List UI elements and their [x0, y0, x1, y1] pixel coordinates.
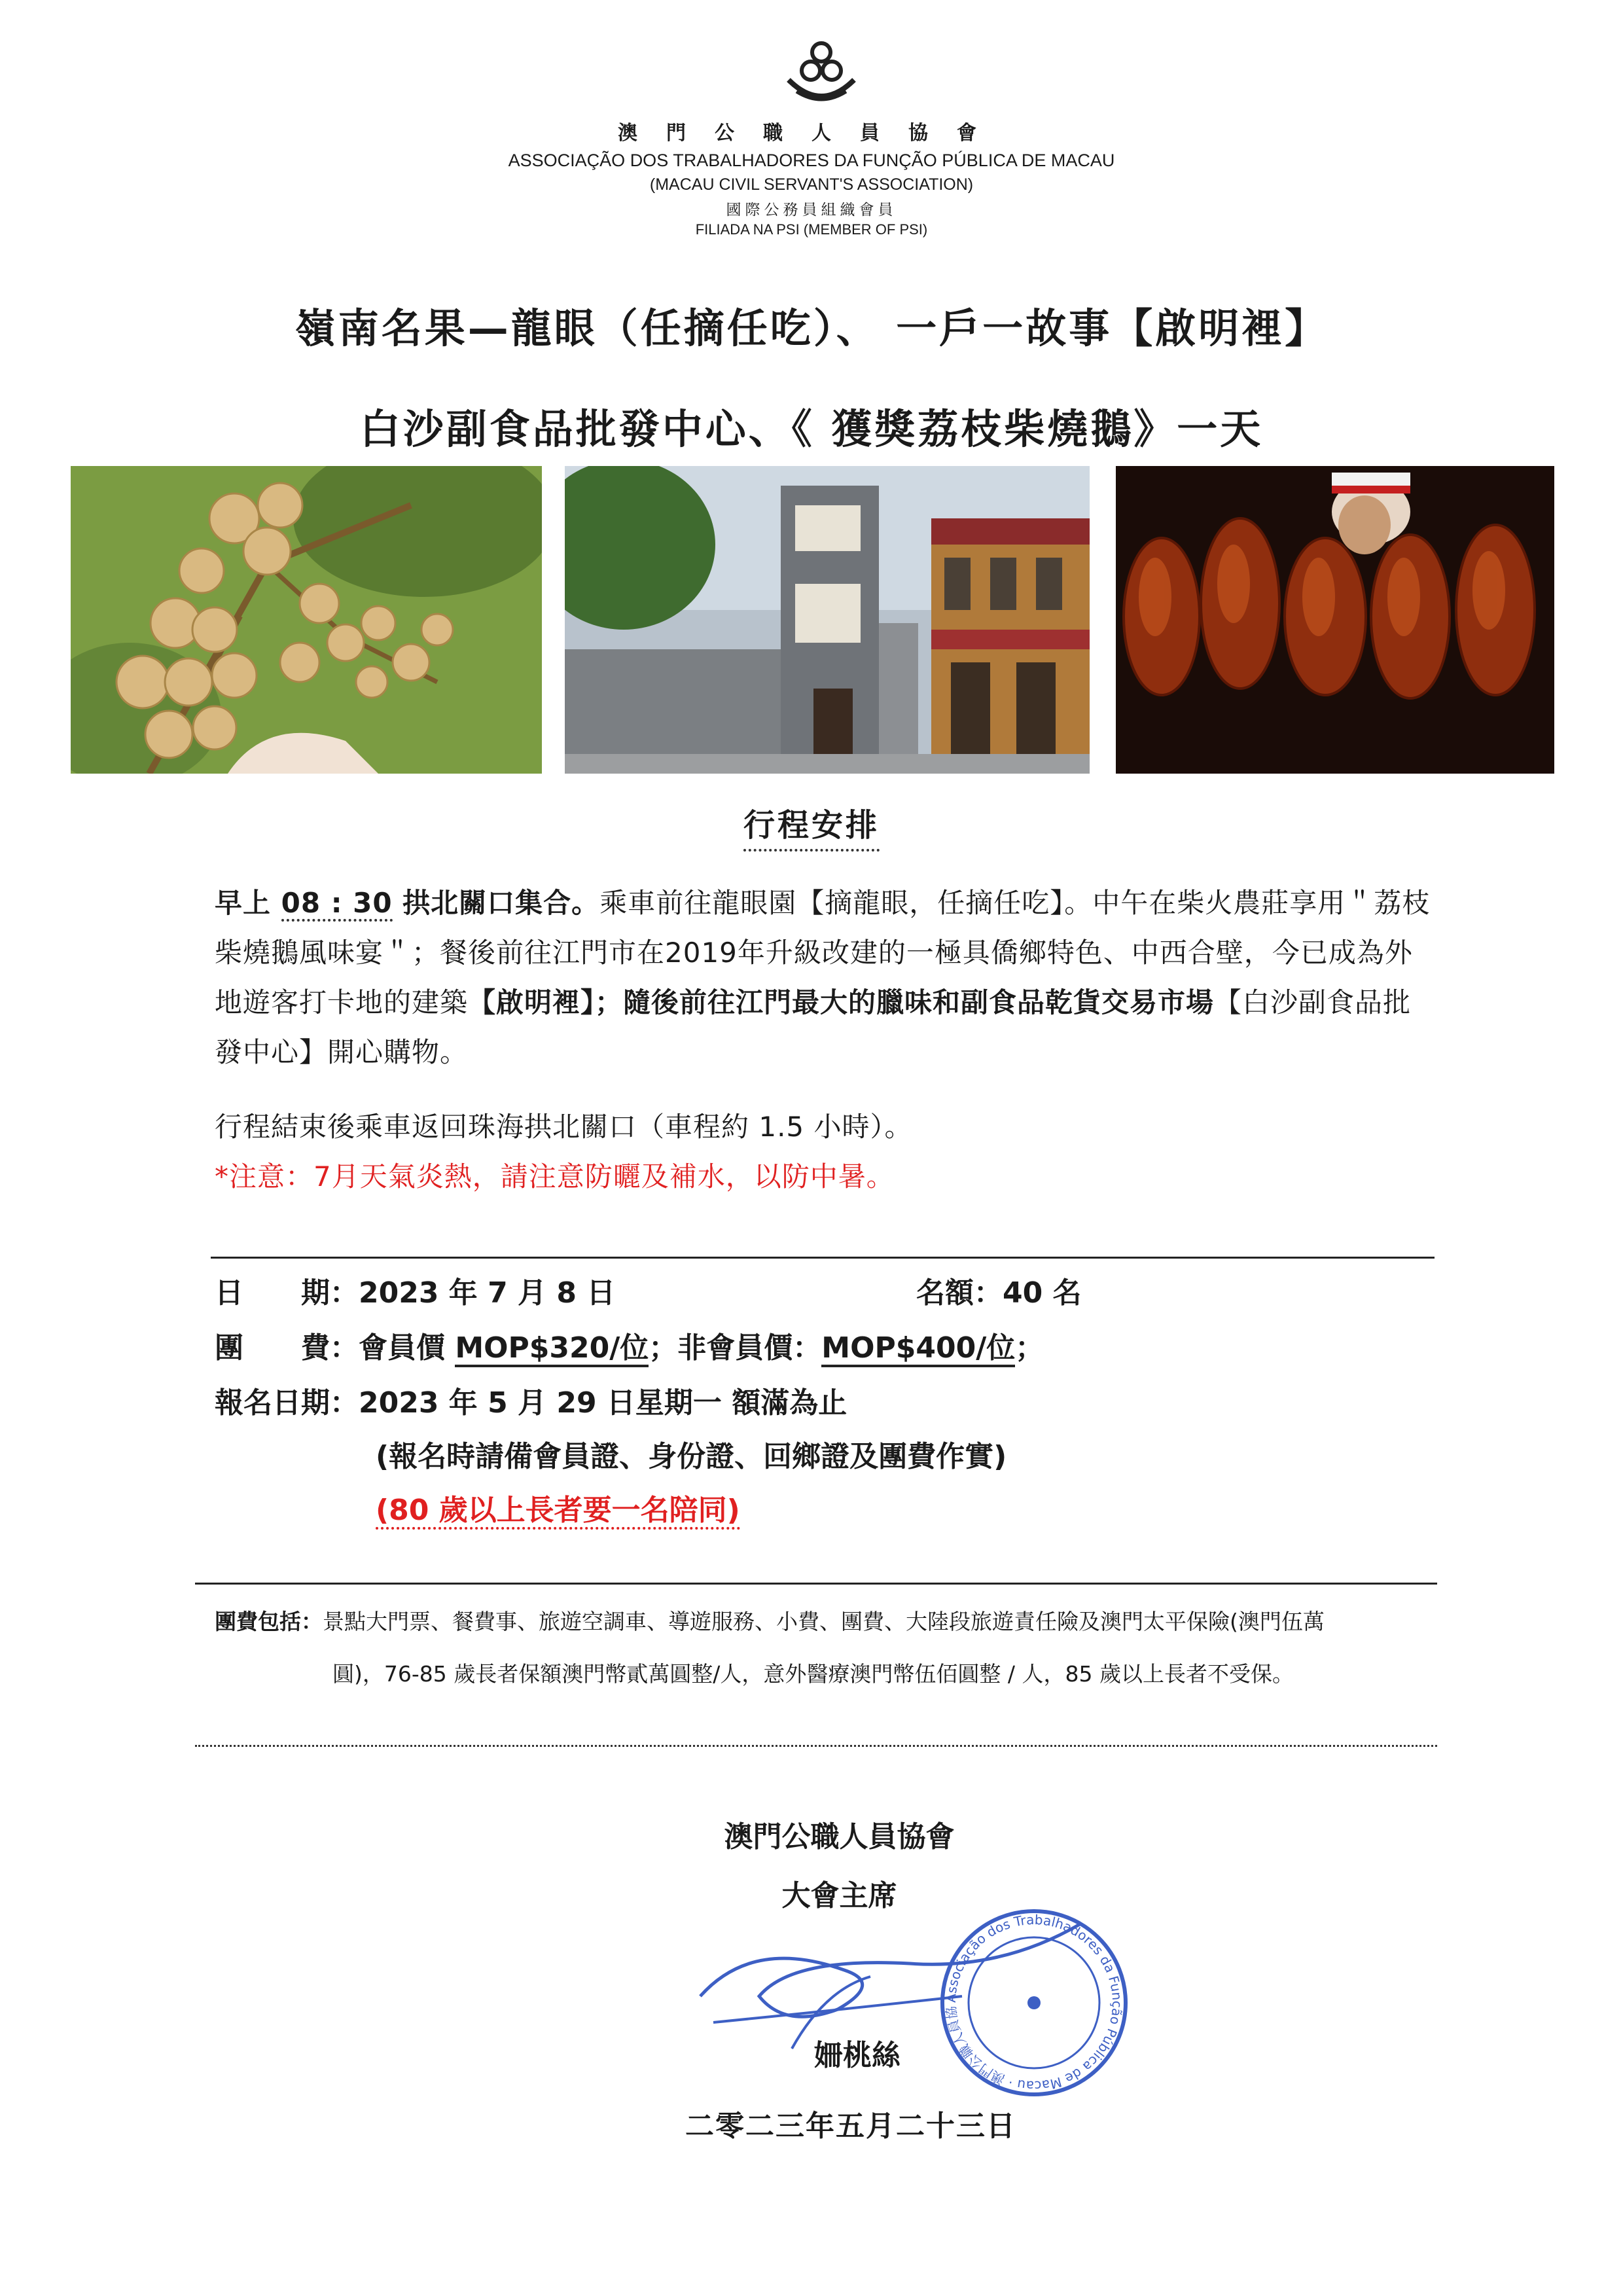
- event-date-row: 日 期：2023 年 7 月 8 日: [215, 1276, 616, 1310]
- org-name-portuguese: ASSOCIAÇÃO DOS TRABALHADORES DA FUNÇÃO PÚBLICA DE MACAU: [508, 151, 1115, 170]
- psi-member-text: FILIADA NA PSI (MEMBER OF PSI): [695, 221, 928, 238]
- elderly-companion-note: (80 歲以上長者要一名陪同): [376, 1491, 740, 1530]
- psi-member-chinese: 國際公務員組織會員: [726, 202, 897, 219]
- registration-date-row: 報名日期：2023 年 5 月 29 日星期一 額滿為止: [215, 1386, 847, 1420]
- required-documents: (報名時請備會員證、身份證、回鄉證及團費作實): [376, 1440, 1007, 1473]
- meeting-time: 08 : 30: [281, 887, 393, 922]
- org-name-chinese: 澳門公職人員協會: [618, 122, 1005, 145]
- event-title-line1: 嶺南名果—龍眼（任摘任吃）、 一戶一故事【啟明裡】: [294, 304, 1329, 352]
- divider: [211, 1257, 1435, 1259]
- org-name-english: (MACAU CIVIL SERVANT'S ASSOCIATION): [649, 175, 974, 194]
- official-stamp: [674, 1898, 1132, 2108]
- association-logo: [782, 34, 861, 113]
- itinerary-paragraph: 早上 08 : 30 拱北關口集合。乘車前往龍眼園【摘龍眼，任摘任吃】。中午在柴火農莊享用＂荔枝柴燒鵝風味宴＂；餐後前往江門市在2019年升級改建的一極具僑鄉特色、中西合壁，今已成為外地遊客打卡地的建築【啟明裡】；隨後前往江門最大的臘味和副食品乾貨交易市場【白沙副食品批發中心】開心購物。: [215, 887, 1431, 1068]
- member-price: MOP$320/位: [455, 1331, 649, 1367]
- roast-goose-photo: [1116, 466, 1554, 774]
- longan-fruit-photo: [71, 466, 542, 774]
- divider: [195, 1745, 1437, 1747]
- itinerary-heading: 行程安排: [0, 800, 1623, 845]
- heat-warning-note: *注意：7月天氣炎熱，請注意防曬及補水，以防中暑。: [215, 1160, 895, 1193]
- signer-name: 姍桃絲: [814, 2039, 901, 2072]
- fee-includes-line1: 團費包括：景點大門票、餐費事、旅遊空調車、導遊服務、小費、團費、大陸段旅遊責任險及澳門太平保險(澳門伍萬: [215, 1609, 1325, 1634]
- qimingli-building-photo: [565, 466, 1090, 774]
- svg-text:Associação dos Trabalhadores d: Associação dos Trabalhadores da Função Pública de Macau · 澳門公職人員協: [942, 1911, 1126, 2094]
- quota-row: 名額：40 名: [916, 1276, 1082, 1310]
- event-title-line2: 白沙副食品批發中心、《 獲獎荔枝柴燒鵝》一天: [359, 405, 1264, 453]
- divider: [195, 1583, 1437, 1585]
- fee-row: 團 費：會員價 MOP$320/位；非會員價：MOP$400/位；: [215, 1329, 1044, 1368]
- signature-title: 大會主席: [781, 1879, 897, 1912]
- non-member-price: MOP$400/位: [821, 1331, 1015, 1367]
- return-trip-text: 行程結束後乘車返回珠海拱北關口（車程約 1.5 小時）。: [215, 1111, 913, 1143]
- fee-includes-line2: 圓)，76-85 歲長者保額澳門幣貳萬圓整/人，意外醫療澳門幣伍佰圓整 / 人，85 歲以上長者不受保。: [332, 1661, 1294, 1687]
- signature-org: 澳門公職人員協會: [724, 1820, 955, 1854]
- signature-date: 二零二三年五月二十三日: [685, 2109, 1016, 2143]
